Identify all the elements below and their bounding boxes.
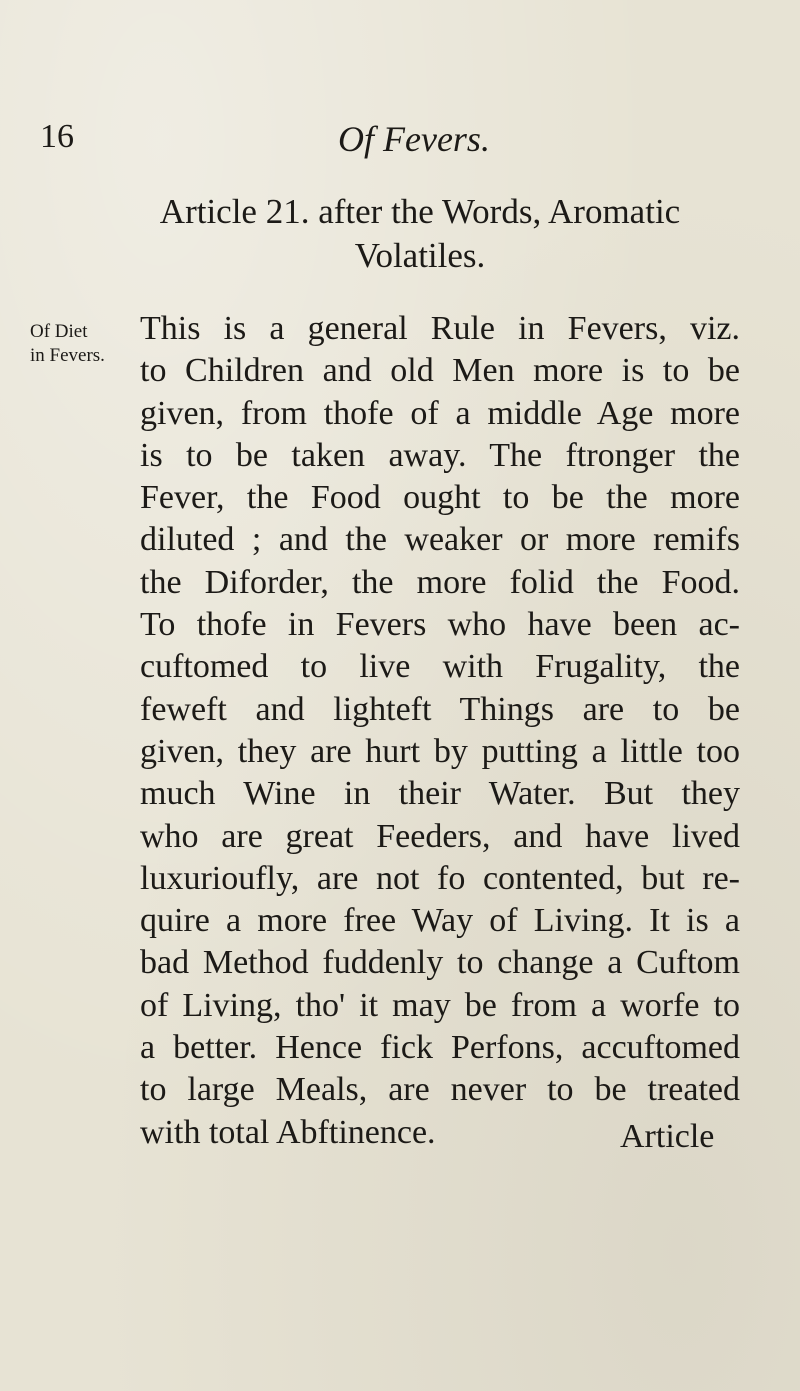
text-line: to large Meals, are never to be treated bbox=[140, 1071, 740, 1109]
article-heading-line: Volatiles. bbox=[354, 236, 486, 275]
margin-note-line: Of Diet bbox=[30, 321, 88, 342]
text-line: Fever, the Food ought to be the more bbox=[140, 479, 740, 517]
text-line: bad Method fuddenly to change a Cuftom bbox=[140, 944, 740, 982]
text-line: who are great Feeders, and have lived bbox=[140, 817, 740, 855]
catchword: Article bbox=[620, 1118, 715, 1155]
margin-note bbox=[30, 320, 105, 368]
running-head bbox=[0, 118, 800, 168]
text-line: feweft and lighteft Things are to be bbox=[140, 690, 740, 728]
article-heading bbox=[110, 190, 730, 278]
text-line: diluted ; and the weaker or more remifs bbox=[140, 521, 740, 559]
text-line: This is a general Rule in Fevers, viz. bbox=[140, 310, 740, 347]
text-line: luxurioufly, are not fo contented, but re- bbox=[140, 859, 740, 897]
running-title: Of Fevers. bbox=[338, 119, 490, 159]
article-heading-line: Article 21. after the Words, Aromatic bbox=[159, 192, 681, 231]
text-line: quire a more free Way of Living. It is a bbox=[140, 902, 740, 940]
text-line: cuftomed to live with Frugality, the bbox=[140, 648, 740, 686]
text-line: of Living, tho' it may be from a worfe to bbox=[140, 986, 740, 1024]
body-paragraph bbox=[140, 308, 740, 1154]
text-line: the Diforder, the more folid the Food. bbox=[140, 563, 740, 601]
text-line: given, they are hurt by putting a little too bbox=[140, 732, 740, 770]
text-line: a better. Hence fick Perfons, accuftomed bbox=[140, 1029, 740, 1067]
text-line: much Wine in their Water. But they bbox=[140, 775, 740, 813]
text-line: To thofe in Fevers who have been ac- bbox=[140, 606, 740, 644]
text-line: given, from thofe of a middle Age more bbox=[140, 394, 740, 432]
page-number: 16 bbox=[40, 118, 74, 155]
text-line: is to be taken away. The ftronger the bbox=[140, 436, 740, 474]
text-line: with total Abftinence. bbox=[140, 1113, 436, 1151]
margin-note-line: in Fevers. bbox=[30, 345, 105, 366]
text-line: to Children and old Men more is to be bbox=[140, 352, 740, 390]
